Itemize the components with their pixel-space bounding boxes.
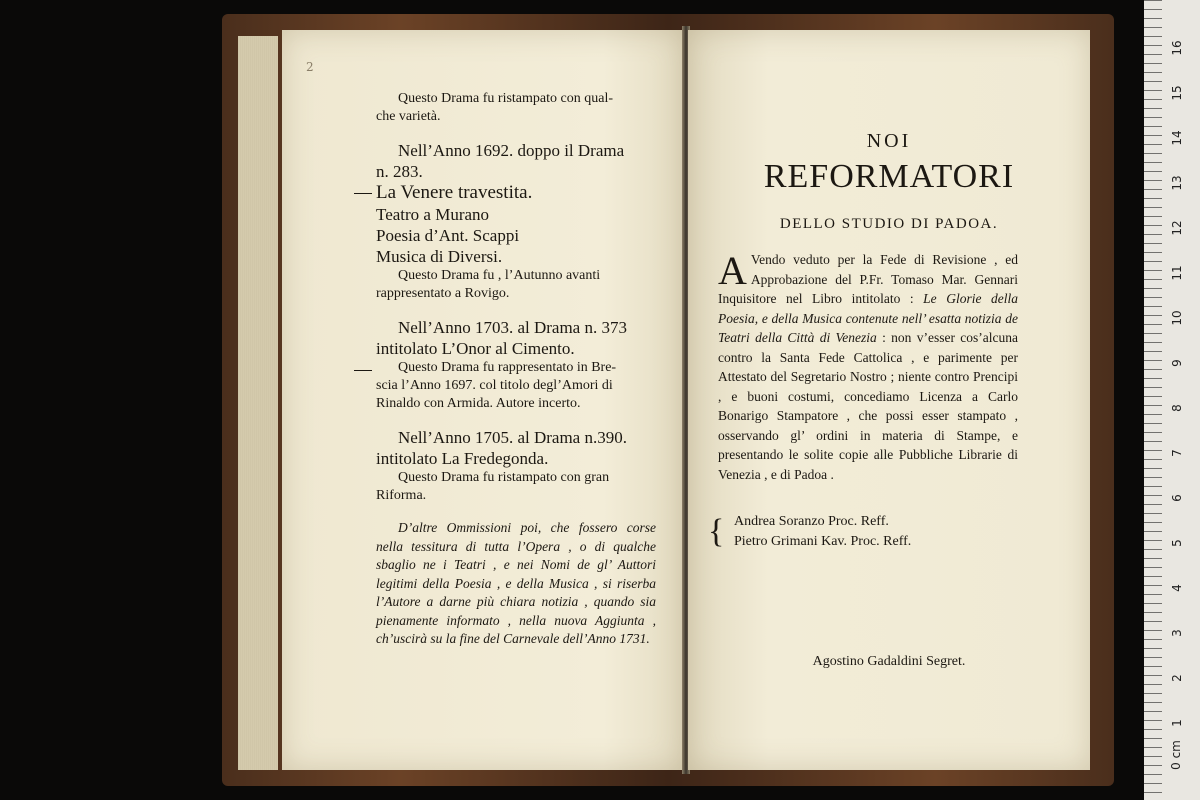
- ruler-mark: 14: [1170, 130, 1184, 146]
- ruler-unit: 0 cm: [1169, 740, 1183, 770]
- page-edges: [238, 36, 278, 770]
- brace-ornament: {: [708, 513, 725, 550]
- license-text-2: : non v’esser cos’alcuna contro la Santa Fede Cattolica , e parimente per Attestato del Segretario Nostro ; niente contro Prencipi , e buoni costumi, concediamo Licenza a Carlo Bonarigo Stampatore , che possi esser stampato , osservando gl’ ordini in materia di Stampe, e presentando le solite copie alle Pubbliche Librarie di Venezia , e di Padoa .: [718, 330, 1019, 482]
- text-line: Questo Drama fu ristampato con gran: [398, 470, 610, 485]
- ruler-mark: 1: [1170, 719, 1184, 727]
- ruler-mark: 12: [1170, 220, 1184, 236]
- left-page: [282, 30, 684, 770]
- ruler-mark: 11: [1170, 265, 1184, 281]
- text-line: Nell’Anno 1703. al Drama n. 373: [398, 318, 627, 337]
- ruler-ticks: [1144, 0, 1162, 800]
- drama-title: La Venere travestita.: [376, 182, 656, 204]
- drop-cap: A: [718, 248, 747, 293]
- text-line: Questo Drama fu ristampato con qual-: [398, 91, 613, 106]
- ruler-mark: 7: [1170, 449, 1184, 457]
- title-subheading: DELLO STUDIO DI PADOA.: [779, 216, 999, 232]
- text-line: Poesia d’Ant. Scappi: [376, 226, 520, 245]
- secretary-signature: Agostino Gadaldini Segret.: [812, 654, 966, 669]
- text-line: scia l’Anno 1697. col titolo degl’Amori di: [376, 378, 613, 393]
- ruler-mark: 5: [1170, 539, 1184, 547]
- errata-paragraph: D’altre Ommissioni poi, che fossero corse nella tessitura di tutta l’Opera , o di qualche sbaglio ne i Teatri , e nei Nomi de gl’ Auttori legitimi della Poesia , e della Musica , si riserba l’Autore a darne più chiara notizia , quando sia pienamente informato , nella nuova Aggiunta , ch’uscirà su la fine del Carnevale dell’Anno 1731.: [376, 520, 656, 646]
- text-line: n. 283.: [376, 162, 423, 181]
- ruler-mark: 9: [1170, 359, 1184, 367]
- ruler-mark: 4: [1170, 584, 1184, 592]
- text-line: intitolato La Fredegonda.: [376, 449, 549, 468]
- page-number: 2: [306, 60, 314, 74]
- text-line: Questo Drama fu , l’Autunno avanti: [398, 268, 601, 283]
- ruler-mark: 13: [1170, 175, 1184, 191]
- left-page-text: [376, 90, 656, 649]
- signer-line: Andrea Soranzo Proc. Reff.: [734, 514, 889, 529]
- text-line: Nell’Anno 1705. al Drama n.390.: [398, 428, 627, 447]
- text-line: Nell’Anno 1692. doppo il Drama: [398, 141, 625, 160]
- ruler-mark: 16: [1170, 40, 1184, 56]
- title-reformatori: REFORMATORI: [763, 158, 1015, 195]
- text-line: Teatro a Murano: [376, 205, 490, 224]
- text-line: rappresentato a Rovigo.: [376, 286, 510, 301]
- ruler-mark: 8: [1170, 404, 1184, 412]
- book-title-italic: Le Glorie della Poesia, e della Musica contenute nell’ esatta notizia de Teatri della Città di Venezia: [718, 291, 1018, 345]
- signatures: [708, 512, 1008, 552]
- right-page: [688, 30, 1090, 770]
- signer-line: Pietro Grimani Kav. Proc. Reff.: [734, 534, 912, 549]
- title-noi: NOI: [866, 130, 912, 152]
- ruler-mark: 2: [1170, 674, 1184, 682]
- ruler-mark: 6: [1170, 494, 1184, 502]
- text-line: Rinaldo con Armida. Autore incerto.: [376, 396, 581, 411]
- ruler-mark: 15: [1170, 85, 1184, 101]
- license-text-1: Vendo veduto per la Fede di Revisione , ed Approbazione del P.Fr. Tomaso Mar. Gennari Inquisitore nel Libro intitolato :: [718, 252, 1018, 306]
- text-line: intitolato L’Onor al Cimento.: [376, 339, 575, 358]
- text-line: Questo Drama fu rappresentato in Bre-: [376, 359, 656, 377]
- text-line: Musica di Diversi.: [376, 247, 503, 266]
- text-line: Riforma.: [376, 488, 427, 503]
- measurement-ruler: [1144, 0, 1200, 800]
- ruler-mark: 10: [1170, 310, 1184, 326]
- text-line: che varietà.: [376, 109, 441, 124]
- ruler-mark: 3: [1170, 629, 1184, 637]
- license-paragraph: [718, 250, 1018, 484]
